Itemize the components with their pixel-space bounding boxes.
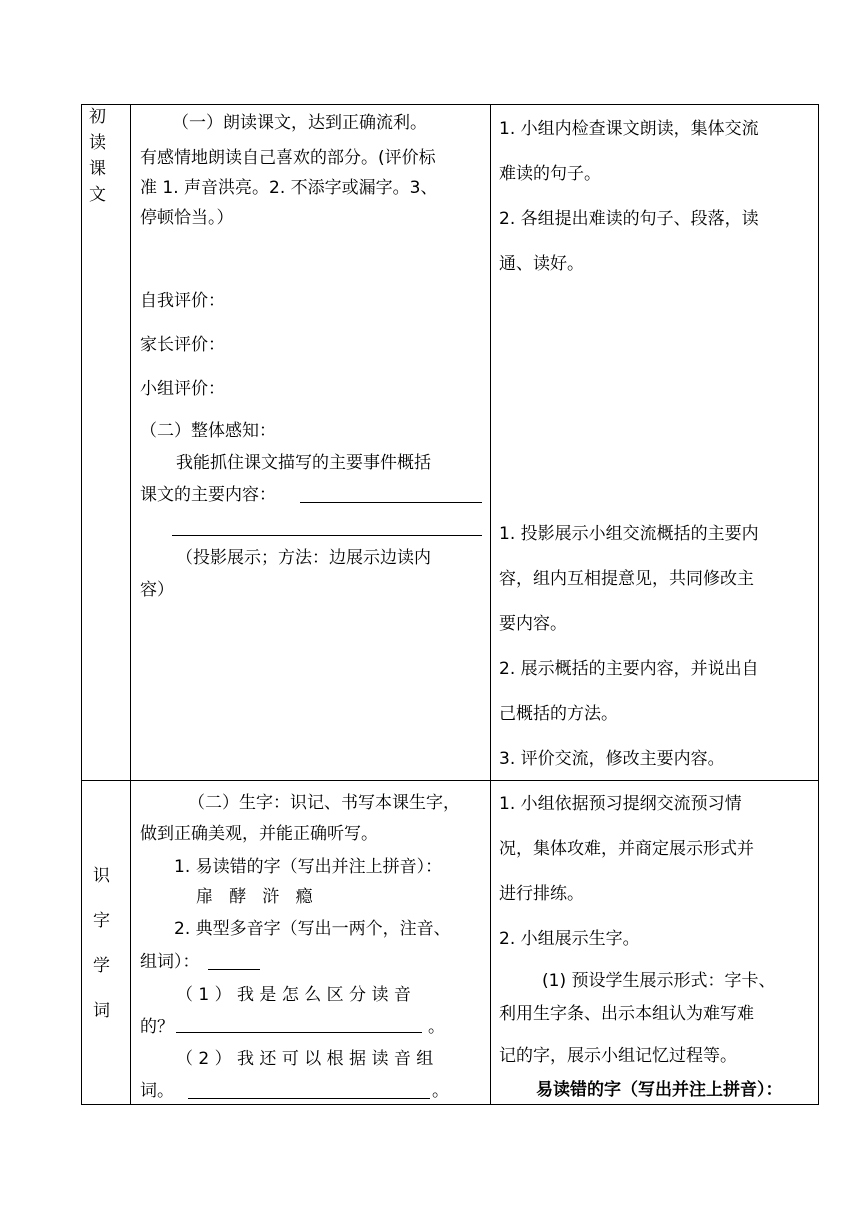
- misread-characters-list: 扉 酵 浒 瘾: [196, 887, 313, 907]
- group-step-line: 2. 各组提出难读的句子、段落，读: [499, 209, 759, 229]
- group-step-line: 1. 投影展示小组交流概括的主要内: [499, 524, 759, 544]
- group-step-line: 己概括的方法。: [499, 704, 618, 724]
- table-col-divider-2: [490, 104, 491, 1105]
- question-2-end: 。: [432, 1081, 449, 1101]
- section1-label-char: 初: [89, 107, 106, 127]
- polyphonic-answer-line[interactable]: [208, 969, 260, 970]
- question-2-line: 词。: [140, 1081, 174, 1101]
- misread-characters-heading: 易读错的字（写出并注上拼音）：: [536, 1080, 783, 1100]
- question-1-line: 的？: [140, 1017, 174, 1037]
- main-content-answer-line[interactable]: [300, 502, 482, 503]
- overall-perception-line: 我能抓住课文描写的主要事件概括: [176, 453, 431, 473]
- group-step-line: 2. 小组展示生字。: [499, 929, 640, 949]
- reading-task-line: 准 1. 声音洪亮。2. 不添字或漏字。3、: [140, 178, 438, 198]
- parent-evaluation-label: 家长评价：: [140, 335, 225, 355]
- group-evaluation-label: 小组评价：: [140, 379, 225, 399]
- section2-label-char: 词: [93, 1001, 110, 1021]
- question-1-answer-line[interactable]: [176, 1032, 422, 1033]
- display-design-line: (1) 预设学生展示形式：字卡、: [542, 971, 776, 991]
- question-2-line: （ 2 ） 我 还 可 以 根 据 读 音 组: [176, 1049, 434, 1069]
- overall-perception-line: 课文的主要内容：: [140, 485, 276, 505]
- new-characters-task-line: 做到正确美观，并能正确听写。: [140, 824, 378, 844]
- group-step-line: 1. 小组依据预习提纲交流预习情: [499, 794, 742, 814]
- section1-label-char: 文: [89, 185, 106, 205]
- reading-task-line: （一）朗读课文，达到正确流利。: [172, 113, 427, 133]
- group-step-line: 容，组内互相提意见，共同修改主: [499, 569, 754, 589]
- section2-label-char: 字: [93, 911, 110, 931]
- reading-task-line: 有感情地朗读自己喜欢的部分。(评价标: [140, 148, 436, 168]
- table-bottom-border: [81, 1104, 819, 1105]
- table-col-divider-1: [130, 104, 131, 1105]
- question-1-line: （ 1 ） 我 是 怎 么 区 分 读 音: [176, 985, 411, 1005]
- table-left-border: [81, 104, 82, 1105]
- overall-perception-title: （二）整体感知：: [140, 421, 276, 441]
- display-design-line: 记的字，展示小组记忆过程等。: [499, 1046, 737, 1066]
- table-row-divider: [81, 780, 819, 781]
- table-top-border: [81, 104, 819, 105]
- question-1-end: 。: [428, 1017, 445, 1037]
- self-evaluation-label: 自我评价：: [140, 291, 225, 311]
- group-step-line: 2. 展示概括的主要内容，并说出自: [499, 659, 759, 679]
- projection-note-line: 容）: [140, 580, 174, 600]
- polyphonic-characters-line: 组词）：: [140, 952, 200, 972]
- group-step-line: 1. 小组内检查课文朗读，集体交流: [499, 119, 759, 139]
- section1-label-char: 读: [89, 133, 106, 153]
- group-step-line: 况，集体攻难，并商定展示形式并: [499, 839, 754, 859]
- polyphonic-characters-line: 2. 典型多音字（写出一两个，注音、: [174, 919, 451, 939]
- section1-label-char: 课: [89, 159, 106, 179]
- new-characters-task-line: （二）生字：识记、书写本课生字，: [188, 793, 460, 813]
- main-content-answer-line-2[interactable]: [172, 535, 482, 536]
- reading-task-line: 停顿恰当。）: [140, 208, 234, 228]
- table-right-border: [818, 104, 819, 1105]
- projection-note-line: （投影展示；方法：边展示边读内: [176, 548, 431, 568]
- display-design-line: 利用生字条、出示本组认为难写难: [499, 1004, 754, 1024]
- group-step-line: 难读的句子。: [499, 164, 601, 184]
- question-2-answer-line[interactable]: [188, 1098, 430, 1099]
- group-step-line: 通、读好。: [499, 254, 584, 274]
- section2-label-char: 学: [93, 956, 110, 976]
- section2-label-char: 识: [93, 866, 110, 886]
- misread-characters-line: 1. 易读错的字（写出并注上拼音）：: [174, 857, 443, 877]
- group-step-line: 3. 评价交流，修改主要内容。: [499, 749, 725, 769]
- group-step-line: 要内容。: [499, 614, 567, 634]
- group-step-line: 进行排练。: [499, 884, 584, 904]
